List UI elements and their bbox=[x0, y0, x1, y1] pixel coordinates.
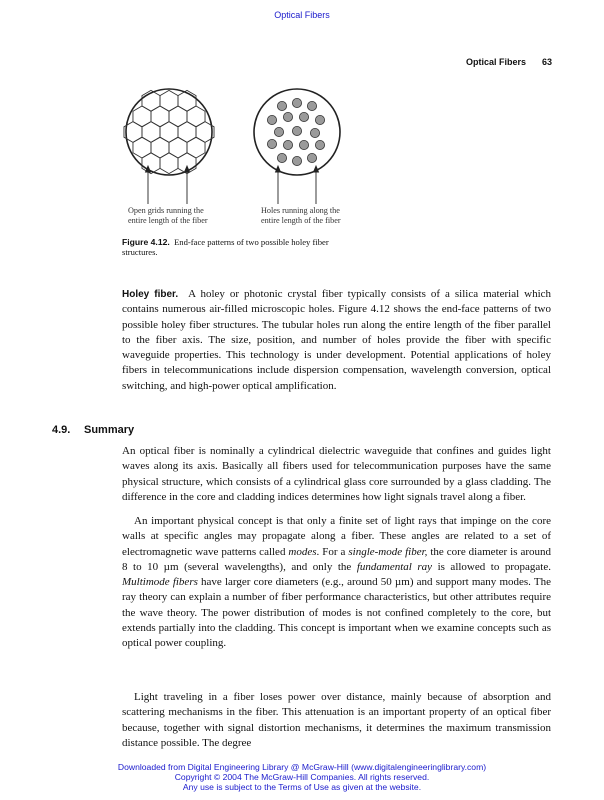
p2-text-a: An important physical concept is that only a finite set of light rays that impinge on the core walls at specific angles may propagate along a fiber. These angles are related to a set of electromagnetic wave patterns called bbox=[122, 515, 551, 558]
left-label-line2: entire length of the fiber bbox=[128, 216, 208, 225]
section-heading bbox=[52, 424, 134, 436]
hex-cell bbox=[151, 106, 169, 127]
air-hole bbox=[267, 139, 276, 148]
figure-caption-label: Figure 4.12. bbox=[122, 237, 170, 247]
left-figure-label bbox=[128, 206, 208, 226]
hex-cell bbox=[187, 137, 205, 158]
air-hole bbox=[307, 101, 316, 110]
air-hole bbox=[299, 112, 308, 121]
footer-terms-link[interactable]: Any use is subject to the Terms of Use as given at the website. bbox=[182, 782, 422, 792]
summary-paragraph-1: An optical fiber is nominally a cylindrical dielectric waveguide that confines and guides light waves along its axis. Basically all fibers used for telecommunication purposes have the same physical structure, which consists of a cylindrical glass core surrounded by a glass cladding. The difference in the core and cladding indices determines how light signals travel along a fiber. bbox=[122, 445, 551, 503]
summary-paragraph-3: Light traveling in a fiber loses power over distance, mainly because of absorption and scattering mechanisms in the fiber. This attenuation is an important property of an optical fiber because, together with signal distortion mechanisms, it determines the maximum transmission distance possible. The degree bbox=[122, 691, 551, 749]
air-hole bbox=[274, 127, 283, 136]
left-fiber-outline bbox=[126, 89, 212, 175]
air-hole bbox=[292, 156, 301, 165]
air-hole bbox=[315, 115, 324, 124]
holey-fiber-paragraph bbox=[122, 287, 551, 394]
hex-cell bbox=[160, 153, 178, 174]
term-single-mode-fiber: single-mode fiber, bbox=[348, 545, 428, 558]
air-hole bbox=[292, 126, 301, 135]
hex-cell bbox=[160, 90, 178, 111]
section-number: 4.9. bbox=[52, 424, 71, 436]
p2-text-b: . For a bbox=[316, 545, 349, 558]
air-hole bbox=[277, 153, 286, 162]
air-hole bbox=[292, 98, 301, 107]
right-figure-label bbox=[261, 206, 341, 226]
footer-download-link[interactable]: Downloaded from Digital Engineering Library @ McGraw-Hill (www.digitalengineeringlibrary.com) bbox=[117, 762, 487, 772]
air-hole bbox=[310, 128, 319, 137]
p2-text-c: the core diameter is around 8 to 10 µm (several wavelengths), and only the bbox=[122, 545, 551, 573]
section-title: Summary bbox=[84, 424, 135, 436]
figure-caption-text: End-face patterns of two possible holey fiber structures. bbox=[122, 237, 329, 257]
air-hole bbox=[283, 112, 292, 121]
page-number: 63 bbox=[541, 57, 552, 67]
figure-4-12-drawing bbox=[118, 88, 358, 206]
hex-cell bbox=[187, 106, 205, 127]
air-hole bbox=[283, 140, 292, 149]
p2-text-e: have larger core diameters (e.g., around 50 µm) and support many modes. The ray theory can explain a number of fiber performance characteristics, but other attributes require the wave theory. The power distribution of modes is not confined completely to the core, but extends partially into the cladding. This concept is important when we examine concepts such as optical power coupling. bbox=[122, 576, 551, 650]
running-title: Optical Fibers bbox=[465, 57, 526, 67]
right-label-line1: Holes running along the bbox=[261, 206, 340, 215]
right-label-line2: entire length of the fiber bbox=[261, 216, 341, 225]
term-modes: modes bbox=[288, 545, 317, 558]
running-head bbox=[466, 57, 552, 67]
air-hole bbox=[277, 101, 286, 110]
air-hole bbox=[267, 115, 276, 124]
air-holes bbox=[267, 98, 324, 165]
term-multimode-fibers: Multimode fibers bbox=[122, 576, 198, 589]
footer-copyright: Copyright © 2004 The McGraw-Hill Companies. All rights reserved. bbox=[174, 772, 430, 782]
summary-paragraph-2 bbox=[122, 514, 551, 652]
air-hole bbox=[307, 153, 316, 162]
hex-cell bbox=[151, 137, 169, 158]
footer bbox=[0, 762, 604, 792]
hex-cell bbox=[160, 122, 178, 143]
air-hole bbox=[315, 140, 324, 149]
holey-paragraph-text: A holey or photonic crystal fiber typically consists of a silica material which contains numerous air-filled microscopic holes. Figure 4.12 shows the end-face patterns of two possible holey fiber structures. The tubular holes run along the entire length of the fiber parallel to the fiber axis. The size, position, and number of holes provide the fiber with specific waveguide properties. This technology is under development. Potential applications of holey fibers in telecommunications include dispersion compensation, wavelength conversion, optical switching, and high-power optical amplification. bbox=[122, 288, 552, 392]
left-label-line1: Open grids running the bbox=[128, 206, 204, 215]
term-fundamental-ray: fundamental ray bbox=[356, 560, 433, 573]
top-title-link[interactable]: Optical Fibers bbox=[274, 10, 330, 20]
holey-run-in-heading: Holey fiber. bbox=[122, 289, 179, 300]
figure-caption bbox=[122, 237, 354, 257]
air-hole bbox=[299, 140, 308, 149]
hex-cell bbox=[133, 106, 151, 127]
p2-text-d: is allowed to propagate. bbox=[432, 560, 551, 573]
hex-cell bbox=[178, 122, 196, 143]
hex-cell bbox=[133, 137, 151, 158]
